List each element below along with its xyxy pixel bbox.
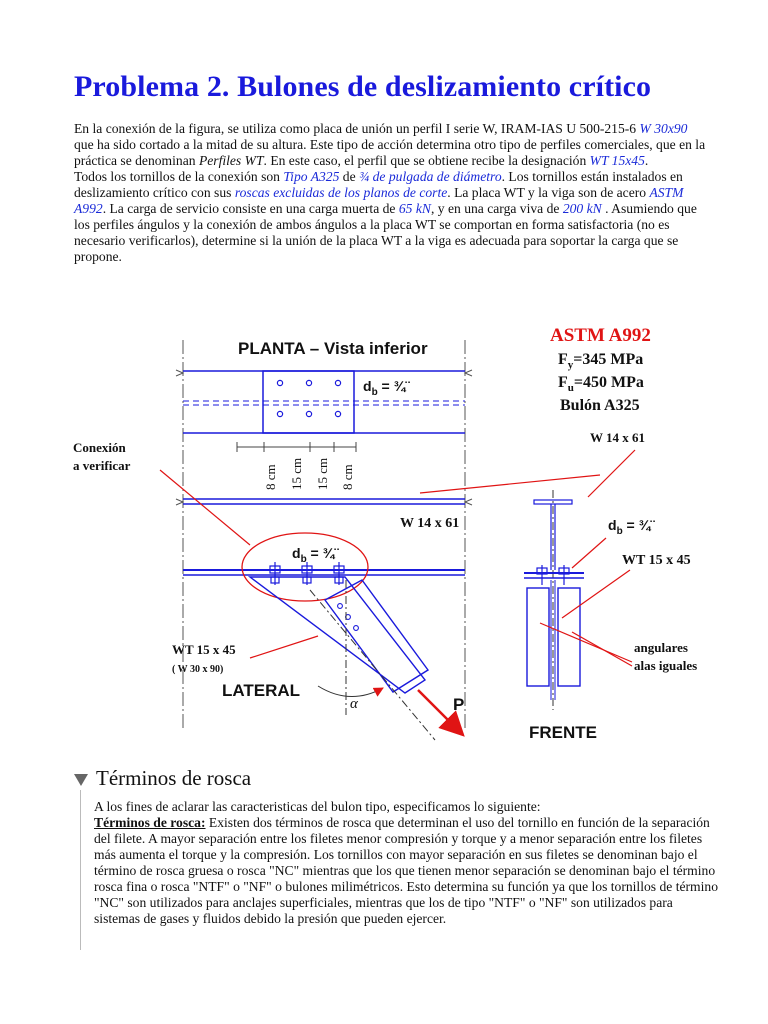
intro-text: . Asumiendo que los perfiles ángulos y la conexión de ambos ángulos a la placa WT se comportan en forma satisfactoria (no es necesario verificarlos), determine si la unión de la placa WT a la viga es adecuada para soportar la carga que se propone. xyxy=(74,201,697,264)
intro-highlight: W 30x90 xyxy=(639,121,688,136)
fu-label: $F_u=450$ MPa xyxy=(558,374,644,394)
db-label-top: $d_b$ = ¾¨ xyxy=(363,378,410,398)
intro-highlight: Tipo A325 xyxy=(283,169,340,184)
intro-text: En la conexión de la figura, se utiliza como placa de unión un perfil I serie W, IRAM-IAS U 500-215-6 xyxy=(74,121,637,136)
section-paragraph: A los fines de aclarar las caracteristicas del bulon tipo, especificamos lo siguiente: xyxy=(94,799,541,814)
intro-highlight: WT 15x45 xyxy=(589,153,645,168)
intro-highlight: 200 kN xyxy=(562,201,602,216)
lateral-title: LATERAL xyxy=(222,681,301,700)
alpha-label: α xyxy=(350,696,358,712)
astm-label: ASTM A992 xyxy=(550,325,651,346)
section-heading: Términos de rosca xyxy=(96,766,252,790)
angulares-label: angulares xyxy=(634,640,688,655)
intro-text: que ha sido cortado a la mitad de su altura. Este tipo de acción determina otro tipo de perfiles comerciales, que en la práctica se denominan xyxy=(74,137,706,168)
dim-label: 15 cm xyxy=(315,457,330,490)
wt-label: WT 15 x 45 xyxy=(172,642,236,657)
intro-text: . xyxy=(644,153,649,168)
beam-label: W 14 x 61 xyxy=(400,516,460,531)
connection-diagram xyxy=(60,308,720,758)
w30-label: ( W 30 x 90) xyxy=(172,664,224,675)
intro-text: . La carga de servicio consiste en una carga muerta de xyxy=(102,201,399,216)
term-label: Términos de rosca: xyxy=(94,815,206,830)
section-paragraph xyxy=(94,815,718,927)
term-text: Existen dos términos de rosca que determinan el uso del tornillo en función de la separación del filete. A mayor separación entre los filetes menor compresión y torque y a menor separación entre los filetes más aumenta el torque y la compresión. Los tornillos con mayor separación en sus filetes se denominan bajo el término de rosca gruesa o rosca "NC" mientras que los que tienen menor separación se denominan bajo el término rosca fina o rosca "NTF" o "NF" o bulones milimétricos. Esto determina su función ya que los tornillos de término "NC" son utilizados para anclajes superficiales, mientras que los de tipo "NTF" o "NF" son utilizados para sistemas de gases y fluidos debido la presión que pueden ejercer. xyxy=(94,815,718,926)
intro-highlight: 65 kN xyxy=(398,201,431,216)
intro-text: , y en una carga viva de xyxy=(430,201,563,216)
frente-beam-label: W 14 x 61 xyxy=(590,430,646,445)
frente-title: FRENTE xyxy=(529,723,597,742)
angulares-label: alas iguales xyxy=(634,658,698,673)
db-label-frente: $d_b$ = ¾¨ xyxy=(608,517,655,537)
intro-highlight: ASTM A992 xyxy=(74,185,684,216)
intro-text: de xyxy=(339,169,360,184)
db-label-lateral: $d_b$ = ¾¨ xyxy=(292,545,339,565)
intro-italic: Perfiles WT xyxy=(198,153,264,168)
material-properties xyxy=(550,325,651,414)
intro-text: . La placa WT y la viga son de acero xyxy=(447,185,650,200)
dim-label: 8 cm xyxy=(263,464,278,490)
section-body xyxy=(94,799,718,927)
planta-title: PLANTA – Vista inferior xyxy=(238,339,428,358)
intro-highlight: ¾ de pulgada de diámetro xyxy=(359,169,502,184)
page-title: Problema 2. Bulones de deslizamiento crítico xyxy=(74,70,652,103)
intro-text: . Los tornillos están instalados en deslizamiento crítico con sus xyxy=(74,169,683,200)
intro-text: . En este caso, el perfil que se obtiene recibe la designación xyxy=(263,153,590,168)
section-rule xyxy=(80,790,81,950)
dim-label: 8 cm xyxy=(340,464,355,490)
load-p-label: P xyxy=(453,695,465,714)
frente-wt-label: WT 15 x 45 xyxy=(622,553,691,568)
intro-text: Todos los tornillos de la conexión son xyxy=(74,169,284,184)
dim-label: 15 cm xyxy=(289,457,304,490)
intro-paragraph xyxy=(74,121,710,265)
bulon-label: Bulón A325 xyxy=(560,397,640,414)
fy-label: $F_y=345$ MPa xyxy=(558,351,644,371)
conexion-label: a verificar xyxy=(73,458,131,473)
intro-highlight: roscas excluidas de los planos de corte xyxy=(234,185,448,200)
conexion-label: Conexión xyxy=(73,440,126,455)
